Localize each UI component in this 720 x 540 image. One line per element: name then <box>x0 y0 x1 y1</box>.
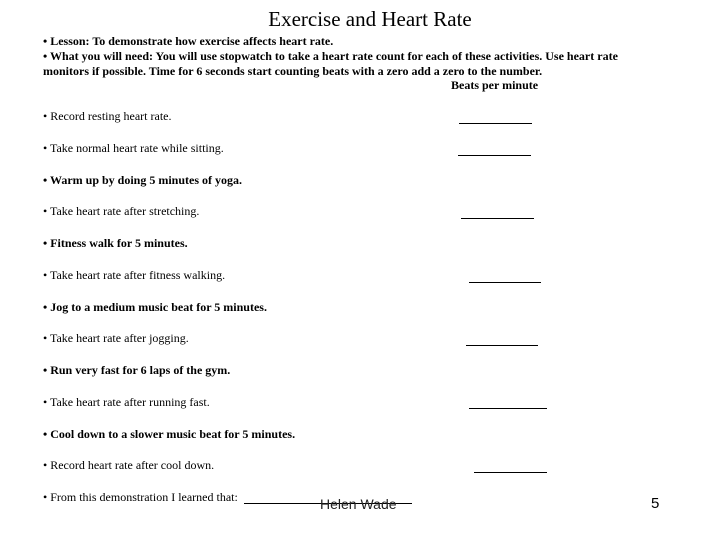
page-number: 5 <box>651 495 660 512</box>
answer-blank <box>466 345 538 346</box>
beats-per-minute-label: Beats per minute <box>451 78 539 92</box>
list-item: • Run very fast for 6 laps of the gym. <box>43 363 231 377</box>
list-item: • Take heart rate after stretching. <box>43 204 200 218</box>
list-item: • Take normal heart rate while sitting. <box>43 141 224 155</box>
list-item: • Record resting heart rate. <box>43 109 172 123</box>
answer-blank <box>461 218 534 219</box>
answer-blank <box>458 155 531 156</box>
list-item: • Take heart rate after jogging. <box>43 331 189 345</box>
lesson-text: • Lesson: To demonstrate how exercise affects heart rate. <box>43 34 334 48</box>
author-name: Helen Wade <box>320 496 397 512</box>
list-item: • Take heart rate after fitness walking. <box>43 268 226 282</box>
intro-block <box>43 34 663 79</box>
list-item: • Fitness walk for 5 minutes. <box>43 236 188 250</box>
list-item: • Jog to a medium music beat for 5 minutes. <box>43 300 267 314</box>
list-item: • Cool down to a slower music beat for 5 minutes. <box>43 427 296 441</box>
list-item: • Warm up by doing 5 minutes of yoga. <box>43 173 243 187</box>
answer-blank <box>474 472 547 473</box>
list-item: • Record heart rate after cool down. <box>43 458 215 472</box>
answer-blank <box>469 282 541 283</box>
list-item: • Take heart rate after running fast. <box>43 395 210 409</box>
answer-blank <box>469 408 547 409</box>
page-title: Exercise and Heart Rate <box>268 7 472 31</box>
answer-blank <box>459 123 532 124</box>
list-item: • From this demonstration I learned that: <box>43 490 238 504</box>
materials-text: • What you will need: You will use stopwatch to take a heart rate count for each of these activities. Use heart rate monitors if possible. Time for 6 seconds start counting beats with a zero add a zero to the number. <box>43 49 618 78</box>
